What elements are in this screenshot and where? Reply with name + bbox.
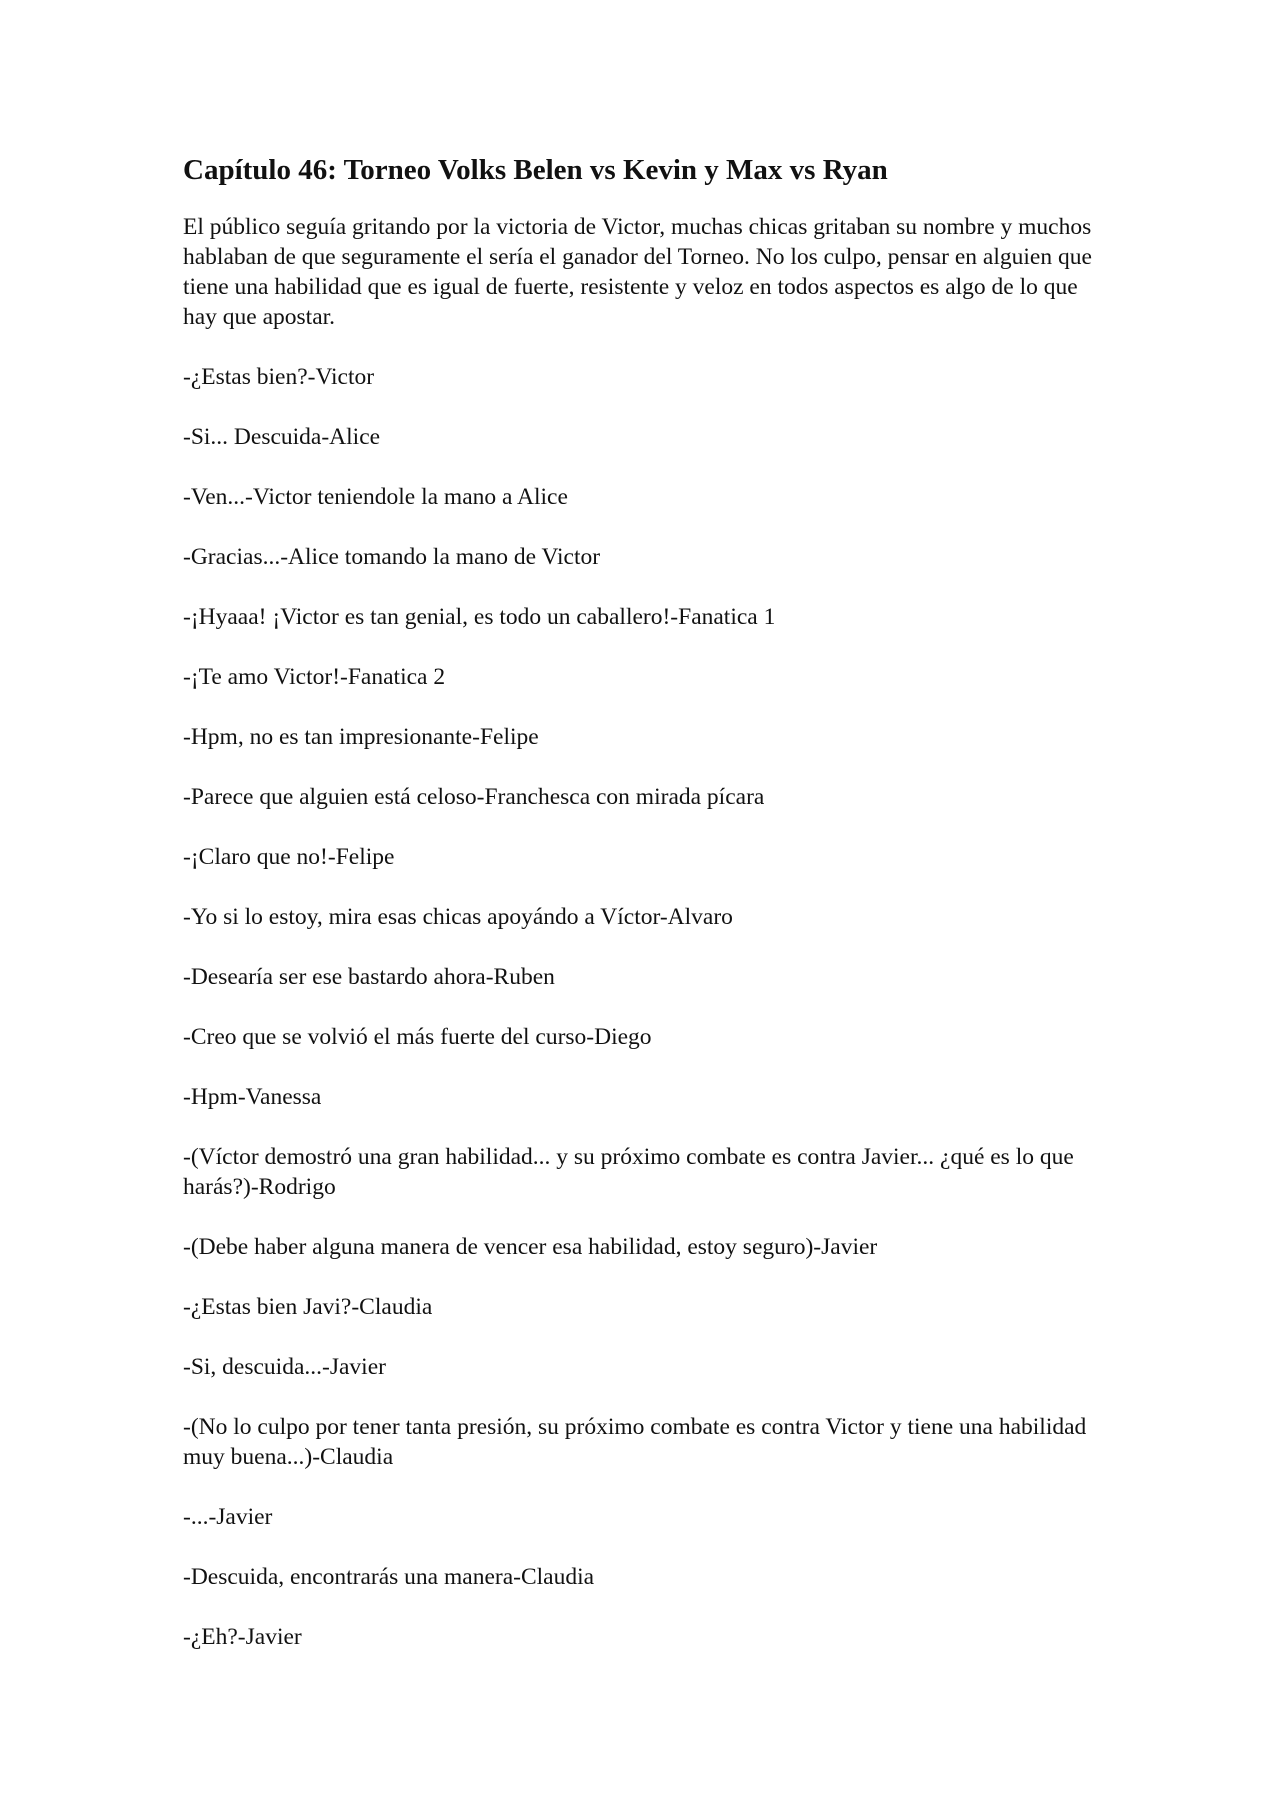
dialogue-line: -Si, descuida...-Javier [183, 1354, 386, 1380]
dialogue-line: -Si... Descuida-Alice [183, 424, 381, 450]
dialogue-line: -Creo que se volvió el más fuerte del curso-Diego [183, 1024, 652, 1050]
dialogue-line: -¡Hyaaa! ¡Victor es tan genial, es todo un caballero!-Fanatica 1 [183, 604, 776, 630]
chapter-title: Capítulo 46: Torneo Volks Belen vs Kevin y Max vs Ryan [183, 154, 888, 186]
dialogue-line: -¿Estas bien Javi?-Claudia [183, 1294, 433, 1320]
dialogue-line: -Yo si lo estoy, mira esas chicas apoyándo a Víctor-Alvaro [183, 904, 733, 930]
dialogue-line: -...-Javier [183, 1504, 273, 1530]
intro-paragraph: El público seguía gritando por la victoria de Victor, muchas chicas gritaban su nombre y muchos hablaban de que seguramente el sería el ganador del Torneo. No los culpo, pensar en alguien que tiene una habilidad que es igual de fuerte, resistente y veloz en todos aspectos es algo de lo que hay que apostar. [183, 214, 1092, 330]
dialogue-line: -Gracias...-Alice tomando la mano de Victor [183, 544, 601, 570]
dialogue-line: -Hpm, no es tan impresionante-Felipe [183, 724, 539, 750]
dialogue-line: -¡Claro que no!-Felipe [183, 844, 395, 870]
dialogue-line: -Hpm-Vanessa [183, 1084, 322, 1110]
document-body [183, 150, 1103, 1682]
dialogue-line: -Descuida, encontrarás una manera-Claudia [183, 1564, 595, 1590]
dialogue-line: -Desearía ser ese bastardo ahora-Ruben [183, 964, 555, 990]
dialogue-line: -(Debe haber alguna manera de vencer esa habilidad, estoy seguro)-Javier [183, 1234, 878, 1260]
dialogue-line: -¡Te amo Victor!-Fanatica 2 [183, 664, 446, 690]
dialogue-line: -¿Estas bien?-Victor [183, 364, 375, 390]
dialogue-line: -¿Eh?-Javier [183, 1624, 302, 1650]
dialogue-line: -(No lo culpo por tener tanta presión, su próximo combate es contra Victor y tiene una habilidad muy buena...)-Claudia [183, 1414, 1087, 1470]
dialogue-line: -Parece que alguien está celoso-Franchesca con mirada pícara [183, 784, 765, 810]
dialogue-line: -(Víctor demostró una gran habilidad... y su próximo combate es contra Javier... ¿qué es lo que harás?)-Rodrigo [183, 1144, 1074, 1200]
dialogue-line: -Ven...-Victor teniendole la mano a Alice [183, 484, 568, 510]
